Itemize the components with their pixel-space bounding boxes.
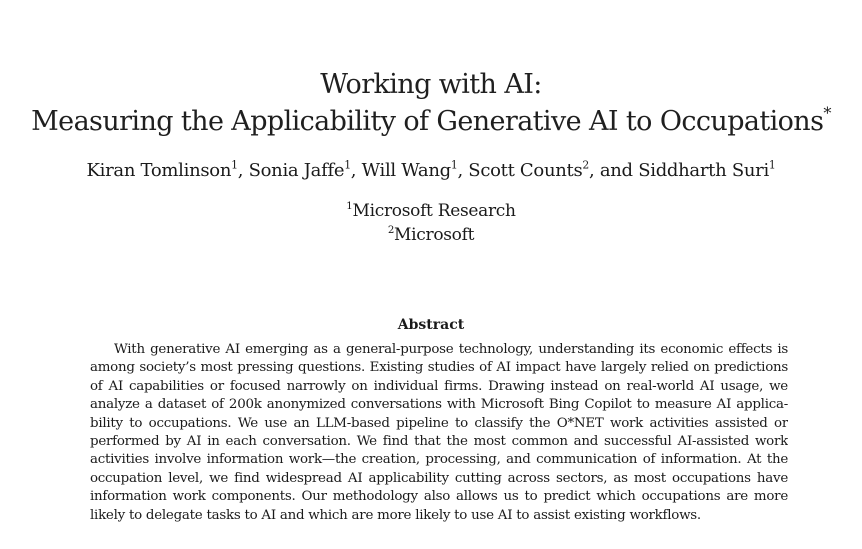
abstract-line: among society’s most pressing questions. Existing studies of AI impact have largely relied on predictions: [90, 360, 788, 376]
abstract-heading: Abstract: [397, 317, 465, 333]
abstract-line: activities involve information work—the creation, processing, and communication of information. At the: [90, 452, 788, 468]
title-text-2: Measuring the Applicability of Generative AI to Occupations: [31, 106, 824, 137]
title-footnote-mark: *: [823, 103, 831, 123]
author: Will Wang$^1$,: [361, 158, 469, 181]
abstract-body: [90, 341, 788, 525]
abstract-line: analyze a dataset of 200k anonymized conversations with Microsoft Bing Copilot to measure AI applica-: [90, 397, 788, 413]
abstract-line: of AI capabilities or focused narrowly on individual firms. Drawing instead on real-world AI usage, we: [90, 378, 788, 394]
title-text-1: Working with AI:: [320, 69, 542, 100]
abstract-line: occupation level, we find widespread AI applicability cutting across sectors, as most occupations have: [90, 470, 788, 486]
author: Scott Counts$^2$, and: [468, 158, 639, 181]
author: Sonia Jaffe$^1$,: [248, 158, 362, 181]
affiliation-microsoft: $^2$Microsoft: [387, 224, 475, 245]
author: Kiran Tomlinson$^1$,: [86, 158, 249, 181]
abstract-line: bility to occupations. We use an LLM-based pipeline to classify the O*NET work activities assisted or: [90, 415, 788, 431]
abstract-line: With generative AI emerging as a general-purpose technology, understanding its economic effects is: [114, 342, 788, 357]
abstract-line: likely to delegate tasks to AI and which are more likely to use AI to assist existing workflows.: [90, 507, 701, 523]
paper-title-line2: [0, 103, 862, 138]
abstract-line: performed by AI in each conversation. We find that the most common and successful AI-assisted work: [90, 433, 788, 449]
author: Siddharth Suri$^1$: [638, 158, 776, 181]
author-list: [0, 159, 862, 183]
abstract-line: information work components. Our methodology also allows us to predict which occupations are more: [90, 489, 788, 505]
paper-title-line1: [0, 69, 862, 101]
affiliation-microsoft-research: $^1$Microsoft Research: [346, 200, 516, 221]
